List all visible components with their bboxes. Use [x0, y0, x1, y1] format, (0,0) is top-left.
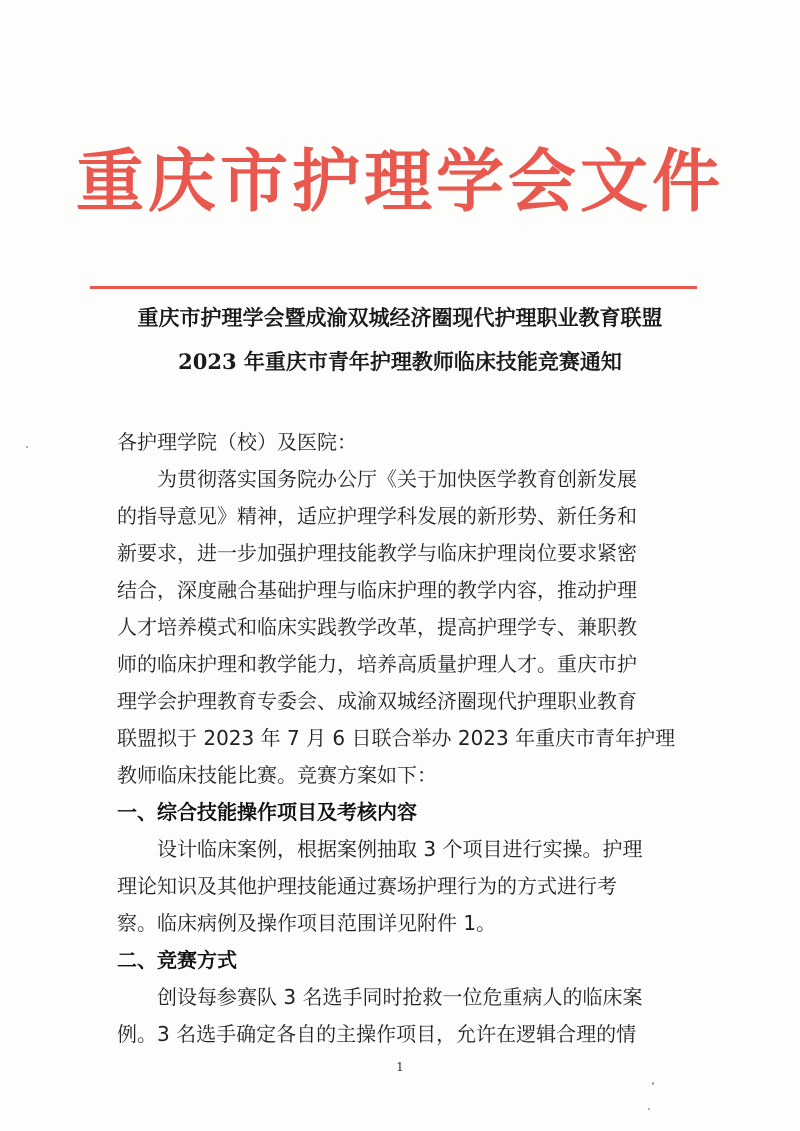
org-masthead: 重庆市护理学会文件 [75, 142, 724, 222]
scan-speck [648, 1108, 650, 1110]
section2-line: 创设每参赛队 3 名选手同时抢救一位危重病人的临床案 [117, 985, 643, 1009]
section1-line: 察。临床病例及操作项目范围详见附件 1。 [117, 911, 497, 935]
intro-line: 为贯彻落实国务院办公厅《关于加快医学教育创新发展 [117, 467, 637, 491]
section1-heading: 一、综合技能操作项目及考核内容 [117, 800, 417, 824]
scan-speck [26, 446, 28, 448]
notice-title-line2: 2023 年重庆市青年护理教师临床技能竞赛通知 [178, 349, 622, 374]
section1-line: 设计临床案例，根据案例抽取 3 个项目进行实操。护理 [117, 837, 643, 861]
notice-title-line1: 重庆市护理学会暨成渝双城经济圈现代护理职业教育联盟 [137, 305, 663, 330]
intro-line: 人才培养模式和临床实践教学改革，提高护理学专、兼职教 [117, 615, 637, 639]
intro-line: 联盟拟于 2023 年 7 月 6 日联合举办 2023 年重庆市青年护理 [117, 726, 676, 750]
scan-speck [652, 1082, 654, 1085]
section1-line: 理论知识及其他护理技能通过赛场护理行为的方式进行考 [117, 874, 617, 898]
section2-heading: 二、竞赛方式 [117, 948, 237, 972]
salutation: 各护理学院（校）及医院： [117, 430, 357, 454]
intro-line: 的指导意见》精神，适应护理学科发展的新形势、新任务和 [117, 504, 637, 528]
section2-line: 例。3 名选手确定各自的主操作项目，允许在逻辑合理的情 [117, 1022, 637, 1046]
page-number: 1 [396, 1060, 404, 1074]
intro-line: 新要求，进一步加强护理技能教学与临床护理岗位要求紧密 [117, 541, 637, 565]
red-divider [90, 286, 697, 289]
intro-line: 结合，深度融合基础护理与临床护理的教学内容，推动护理 [117, 578, 637, 602]
intro-line: 理学会护理教育专委会、成渝双城经济圈现代护理职业教育 [117, 689, 637, 713]
intro-line: 师的临床护理和教学能力，培养高质量护理人才。重庆市护 [117, 652, 637, 676]
intro-line: 教师临床技能比赛。竞赛方案如下： [117, 763, 437, 787]
